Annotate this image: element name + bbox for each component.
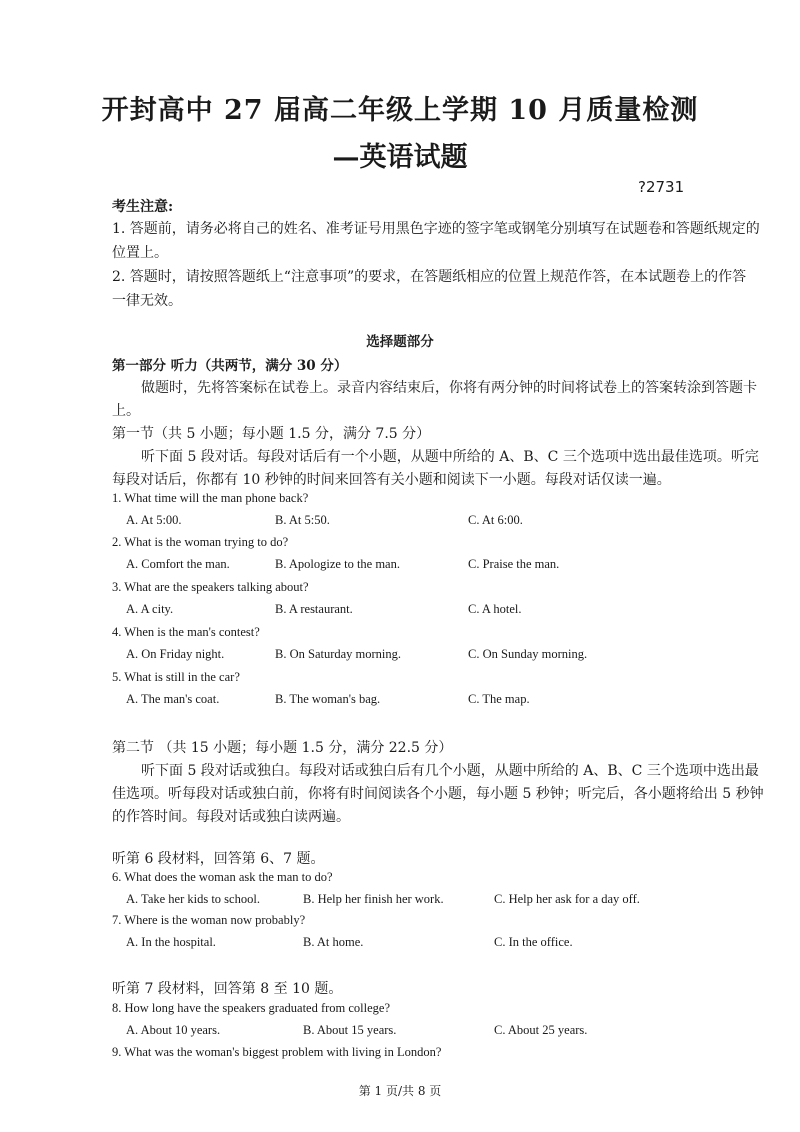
section-title: 选择题部分 xyxy=(366,334,434,350)
option-2a: A. Comfort the man. xyxy=(126,557,230,571)
sec2-intro: 听下面 5 段对话或独白。每段对话或独白后有几个小题，从题中所给的 A、B、C 三个选项中选出最 xyxy=(141,763,759,779)
exam-subtitle: —英语试题 xyxy=(332,142,468,173)
option-8c: C. About 25 years. xyxy=(494,1023,588,1037)
option-8b: B. About 15 years. xyxy=(303,1023,397,1037)
option-3c: C. A hotel. xyxy=(468,602,522,616)
option-7b: B. At home. xyxy=(303,935,364,949)
option-4a: A. On Friday night. xyxy=(126,647,225,661)
option-6a: A. Take her kids to school. xyxy=(126,892,260,906)
sec1-heading: 第一节（共 5 小题；每小题 1.5 分，满分 7.5 分） xyxy=(112,426,431,442)
sec2-intro-cont-1: 佳选项。听每段对话或独白前，你将有时间阅读各个小题，每小题 5 秒钟；听完后，各小题将给出 5 秒钟 xyxy=(112,786,764,802)
option-6c: C. Help her ask for a day off. xyxy=(494,892,640,906)
question-1: 1. What time will the man phone back? xyxy=(112,491,309,505)
question-5: 5. What is still in the car? xyxy=(112,670,240,684)
notice-item-1: 1. 答题前，请务必将自己的姓名、准考证号用黑色字迹的签字笔或钢笔分别填写在试题卷和答题纸规定的 xyxy=(112,221,760,237)
option-8a: A. About 10 years. xyxy=(126,1023,221,1037)
page-code: ?2731 xyxy=(638,178,685,196)
page-footer: 第 1 页/共 8 页 xyxy=(358,1084,442,1098)
notice-item-2-cont: 一律无效。 xyxy=(112,293,182,309)
notice-item-1-cont: 位置上。 xyxy=(112,245,168,261)
notice-heading: 考生注意: xyxy=(112,199,174,215)
exam-title: 开封高中 27 届高二年级上学期 10 月质量检测 xyxy=(101,95,699,126)
question-6: 6. What does the woman ask the man to do? xyxy=(112,870,333,884)
option-3b: B. A restaurant. xyxy=(275,602,353,616)
option-6b: B. Help her finish her work. xyxy=(303,892,444,906)
option-3a: A. A city. xyxy=(126,602,174,616)
option-7c: C. In the office. xyxy=(494,935,573,949)
question-2: 2. What is the woman trying to do? xyxy=(112,535,289,549)
material-6-heading: 听第 6 段材料，回答第 6、7 题。 xyxy=(112,851,325,867)
sec2-intro-cont-2: 的作答时间。每段对话或独白读两遍。 xyxy=(112,809,350,825)
material-7-heading: 听第 7 段材料，回答第 8 至 10 题。 xyxy=(112,981,343,997)
option-2b: B. Apologize to the man. xyxy=(275,557,400,571)
option-4c: C. On Sunday morning. xyxy=(468,647,588,661)
question-9: 9. What was the woman's biggest problem with living in London? xyxy=(112,1045,442,1059)
option-1b: B. At 5:50. xyxy=(275,513,330,527)
sec1-intro-cont: 每段对话后，你都有 10 秒钟的时间来回答有关小题和阅读下一小题。每段对话仅读一遍。 xyxy=(112,472,671,488)
sec2-heading: 第二节 （共 15 小题；每小题 1.5 分，满分 22.5 分） xyxy=(112,740,453,756)
option-7a: A. In the hospital. xyxy=(126,935,216,949)
sec1-intro: 听下面 5 段对话。每段对话后有一个小题，从题中所给的 A、B、C 三个选项中选出最佳选项。听完 xyxy=(141,449,759,465)
part1-intro-cont: 上。 xyxy=(112,403,140,419)
option-1a: A. At 5:00. xyxy=(126,513,182,527)
option-4b: B. On Saturday morning. xyxy=(275,647,402,661)
option-5c: C. The map. xyxy=(468,692,530,706)
question-8: 8. How long have the speakers graduated from college? xyxy=(112,1001,391,1015)
part1-heading: 第一部分 听力（共两节，满分 30 分） xyxy=(112,358,348,374)
option-5a: A. The man's coat. xyxy=(126,692,220,706)
question-4: 4. When is the man's contest? xyxy=(112,625,260,639)
question-7: 7. Where is the woman now probably? xyxy=(112,913,306,927)
option-2c: C. Praise the man. xyxy=(468,557,560,571)
notice-item-2: 2. 答题时，请按照答题纸上“注意事项”的要求，在答题纸相应的位置上规范作答，在本试题卷上的作答 xyxy=(112,269,747,285)
question-3: 3. What are the speakers talking about? xyxy=(112,580,309,594)
option-1c: C. At 6:00. xyxy=(468,513,523,527)
part1-intro: 做题时，先将答案标在试卷上。录音内容结束后，你将有两分钟的时间将试卷上的答案转涂到答题卡 xyxy=(141,380,757,396)
option-5b: B. The woman's bag. xyxy=(275,692,381,706)
